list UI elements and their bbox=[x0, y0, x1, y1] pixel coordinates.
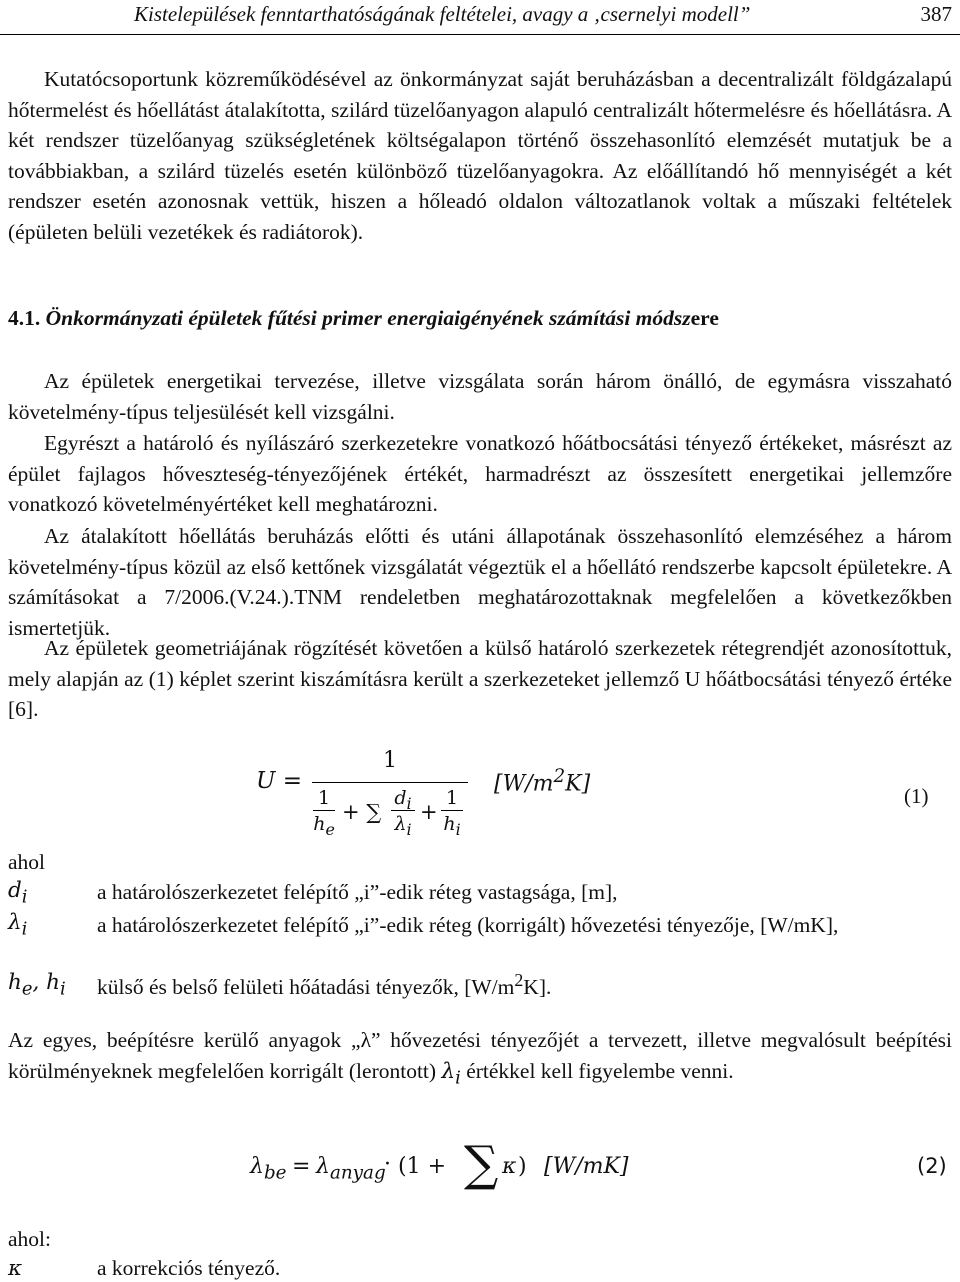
equation-number-2: (2) bbox=[917, 1154, 947, 1178]
symbol-lambda-i: $\lambda_i$ bbox=[8, 910, 28, 940]
intro-paragraph: Kutatócsoportunk közreműködésével az önkormányzat saját beruházásban a decentralizált földgázalapú hőtermelést és hőellátást átalakította, szilárd tüzelőanyagon alapuló centralizált hőtermelésre és hőellátásra. A két rendszer tüzelőanyag szükségletének költségalapon történő összehasonlító elemzését mutatjuk be a továbbiakban, a szilárd tüzelés esetén különböző tüzelőanyagokra. Az előállítandó hő mennyiségét a két rendszer esetén azonosnak vettük, hiszen a hőleadó oldalon változatlanok voltak a műszaki feltételek (épületen belüli vezetékek és radiátorok). bbox=[8, 67, 952, 244]
formula1-lhs: U = bbox=[256, 768, 302, 794]
formula2-paren-open: (1 + bbox=[398, 1154, 447, 1179]
formula2-paren-close: ) bbox=[518, 1154, 527, 1179]
sum-symbol: ∑ bbox=[464, 1136, 499, 1192]
symbol-kappa: κ bbox=[8, 1256, 23, 1281]
symbol-he-hi: $h_e$, $h_i$ bbox=[8, 970, 66, 1000]
paragraph-requirements: Az épületek energetikai tervezése, illetve vizsgálata során három önálló, de egymásra visszaható követelmény-típus teljesülését kell vizsgálni. bbox=[8, 369, 952, 424]
fraction-one-over-hi: 1 $h_i$ bbox=[440, 786, 464, 837]
where-label: ahol bbox=[8, 850, 46, 874]
section-number: 4.1. bbox=[8, 306, 41, 330]
formula-u-value bbox=[256, 748, 856, 848]
desc-he-hi: külső és belső felületi hőátadási tényezők, $[W/m^2K]$. bbox=[97, 970, 552, 1000]
formula2-dot: · bbox=[384, 1152, 391, 1177]
fraction-bar bbox=[312, 782, 468, 783]
formula1-denominator bbox=[312, 786, 468, 846]
desc-lambda-i: a határolószerkezetet felépítő „i”-edik réteg (korrigált) hővezetési tényezője, [W/mK], bbox=[97, 913, 839, 937]
equation-number-1: (1) bbox=[904, 784, 929, 808]
paragraph-lambda-correction: Az egyes, beépítésre kerülő anyagok „λ” hővezetési tényezőjét a tervezett, illetve megvalósult beépítési körülményeknek megfelelően korrigált (lerontott) $\lambda_i$ értékkel kell figyelembe venni. bbox=[8, 1028, 952, 1088]
running-header bbox=[0, 0, 960, 35]
formula2-lhs: $\lambda_{be}$ bbox=[250, 1154, 287, 1184]
formula1-numerator: 1 bbox=[383, 748, 397, 773]
running-title: Kistelepülések fenntarthatóságának feltételei, avagy a ‚csernelyi modell” bbox=[134, 2, 751, 26]
formula2-kappa: κ bbox=[502, 1154, 517, 1179]
where-label-2: ahol: bbox=[8, 1227, 51, 1251]
paragraph-analysis: Az átalakított hőellátás beruházás előtti és utáni állapotának összehasonlító elemzéséhez a három követelmény-típus közül az első kettőnek vizsgálatát végeztük el a hőellátó rendszerbe kapcsolt épületekre. A számításokat a 7/2006.(V.24.).TNM rendeletben meghatározottaknak megfelelően a következőkben ismertetjük. bbox=[8, 524, 952, 640]
paragraph-geometry: Az épületek geometriájának rögzítését követően a külső határoló szerkezetek rétegrendjét azonosítottuk, mely alapján az (1) képlet szerint kiszámításra került a szerkezeteket jellemző U hőátbocsátási tényező értéke [6]. bbox=[8, 636, 952, 722]
formula2-lambda-anyag: $\lambda_{anyag}$ bbox=[316, 1154, 386, 1184]
symbol-d-i: $d_i$ bbox=[8, 878, 28, 908]
desc-d-i: a határolószerkezetet felépítő „i”-edik réteg vastagsága, [m], bbox=[97, 880, 618, 904]
section-title-tail: ere bbox=[690, 306, 719, 330]
formula-lambda-be bbox=[250, 1136, 750, 1202]
page-number: 387 bbox=[920, 2, 952, 26]
section-title: Önkormányzati épületek fűtési primer energiaigényének számítási módsz bbox=[45, 306, 691, 330]
fraction-one-over-he: 1 $h_e$ bbox=[313, 787, 335, 839]
section-heading bbox=[8, 306, 719, 331]
plus-sum-operator: + ∑ bbox=[342, 800, 382, 824]
formula2-unit: [W/mK] bbox=[544, 1154, 629, 1179]
fraction-d-over-lambda: $d_i$ $\lambda_i$ bbox=[390, 786, 416, 837]
formula2-equals: = bbox=[292, 1154, 311, 1179]
paragraph-values: Egyrészt a határoló és nyílászáró szerkezetekre vonatkozó hőátbocsátási tényező értékeket, másrészt az épület fajlagos hőveszteség-tényezőjének értékét, harmadrészt az összesített energetikai jellemzőre vonatkozó követelményértéket kell meghatározni. bbox=[8, 431, 952, 517]
plus-operator: + bbox=[420, 800, 438, 824]
formula1-unit: $[W/m^2K]$ bbox=[494, 766, 591, 797]
desc-kappa: a korrekciós tényező. bbox=[97, 1256, 281, 1280]
